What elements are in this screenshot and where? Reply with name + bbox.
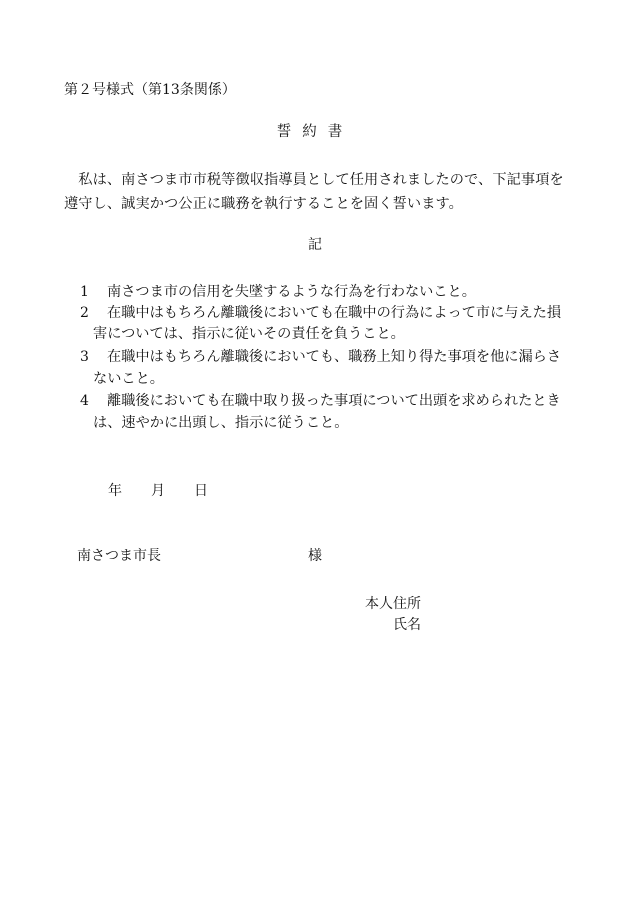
date-day-label: 日 [194, 483, 208, 499]
document-title: 誓約書 [276, 124, 354, 140]
signer-address-label: 本人住所 [365, 596, 421, 612]
oath-statement-line-2: 遵守し、誠実かつ公正に職務を執行することを固く誓います。 [64, 196, 463, 212]
item-text-continued: 害については、指示に従いその責任を負うこと。 [93, 326, 405, 342]
signer-name-label: 氏名 [393, 617, 421, 633]
ki-heading: 記 [308, 237, 322, 253]
date-year-label: 年 [108, 483, 122, 499]
item-number: 1 [80, 284, 89, 300]
item-text-continued: ないこと。 [93, 371, 164, 387]
item-number: 3 [80, 349, 89, 365]
date-month-label: 月 [151, 483, 165, 499]
item-number: 4 [80, 393, 89, 409]
item-text: 在職中はもちろん離職後においても、職務上知り得た事項を他に漏らさ [107, 349, 562, 365]
item-text: 離職後においても在職中取り扱った事項について出頭を求められたとき [107, 393, 561, 409]
form-number: 第２号様式（第13条関係） [64, 82, 236, 98]
item-text: 南さつま市の信用を失墜するような行為を行わないこと。 [107, 284, 476, 300]
item-text-continued: は、速やかに出頭し、指示に従うこと。 [93, 415, 349, 431]
oath-statement-line-1: 私は、南さつま市市税等徴収指導員として任用されましたので、下記事項を [64, 172, 564, 188]
honorific: 様 [308, 548, 322, 564]
addressee: 南さつま市長 [77, 548, 161, 564]
item-number: 2 [80, 305, 89, 321]
item-text: 在職中はもちろん離職後においても在職中の行為によって市に与えた損 [107, 305, 562, 321]
